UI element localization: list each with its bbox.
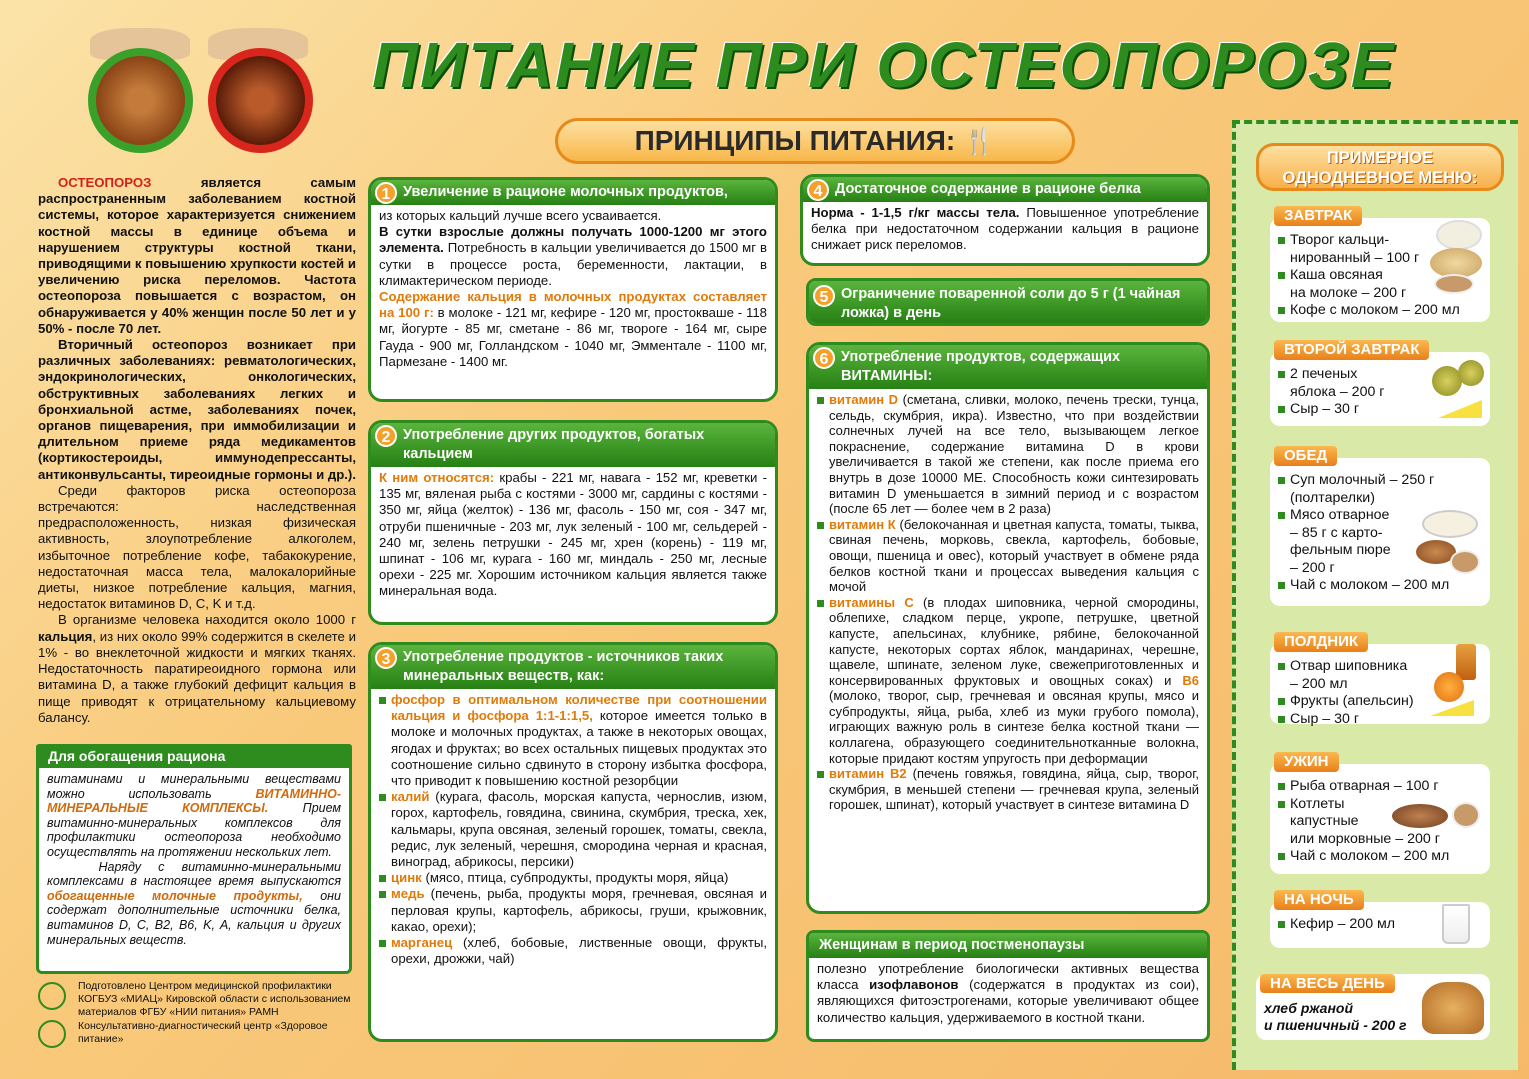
card-4-number: 4 (807, 179, 829, 201)
meal-breakfast-header: ЗАВТРАК (1274, 206, 1362, 226)
credits (38, 980, 358, 1046)
vitamin-4-text: (печень говяжья, говядина, яйца, сыр, творог, скумбрия, в меньшей степени — гречневая крупа, зеленый горошек, шпинат), который участвует в синтезе витамина D (829, 766, 1199, 813)
meal-all-day (1256, 974, 1490, 1040)
card-2-title: Употребление других продуктов, богатых кальцием (403, 427, 705, 462)
menu-title-1: ПРИМЕРНОЕ (1326, 149, 1434, 167)
intro-p2-text: Вторичный остеопороз возникает при различных заболеваниях: ревматологических, эндокринологических, онкологических, обструктивных заболеваниях легких и бронхиальной астме, заболеваниях почек, органов пищеварения, при иммобилизации и длительном приеме ряда медикаментов (кортикостероиды, иммунодепрессанты, антиконвульсанты, тиреоидные гормоны и др.). (38, 337, 356, 482)
page-title: ПИТАНИЕ ПРИ ОСТЕОПОРОЗЕ (372, 29, 1396, 101)
intro-p4-a: В организме человека находится около 1000 г (58, 612, 356, 628)
card-1-header (371, 180, 775, 205)
mineral-1-text: которое имеется только в молоке и молочных продуктах, а также в некоторых овощах, ягодах и фруктах; во всех остальных пищевых продуктах это соотношение сильно сдвинуто в сторону избытка фосфора, что приводит к повышению костной резорбции (391, 708, 767, 789)
card-2-body (371, 467, 775, 603)
list-item (379, 935, 767, 967)
postmenopause-b1: изофлавонов (869, 977, 959, 993)
list-item (379, 692, 767, 789)
tea-icon (1452, 802, 1480, 828)
card-1-l1: из которых кальций лучше всего усваивается. (379, 208, 662, 223)
list-item (379, 886, 767, 935)
card-6-title: Употребление продуктов, содержащих (841, 349, 1121, 365)
card-4-header (803, 177, 1207, 202)
meal-dinner-header: УЖИН (1274, 752, 1339, 772)
meal-lunch-header: ОБЕД (1274, 446, 1337, 466)
allday-a1: хлеб ржаной (1264, 1000, 1354, 1016)
postmenopause-body (809, 958, 1207, 1029)
mineral-list (379, 692, 767, 967)
second-a2: яблока – 200 г (1290, 383, 1385, 400)
card-1-body (371, 205, 775, 373)
baked-apple-icon (1458, 360, 1484, 386)
list-item (817, 392, 1199, 517)
card-1-title: Увеличение в рационе молочных продуктов, (403, 184, 728, 200)
card-1-b1: В сутки взрослые должны получать 1000-1200 мг этого элемента. (379, 224, 767, 256)
card-6-header (809, 345, 1207, 389)
credits-text: Подготовлено Центром медицинской профилактики КОГБУЗ «МИАЦ» Кировской области с использованием материалов ФГБУ «НИИ питания» РАМН Консультативно-диагностический центр «Здоровое питание» (78, 980, 351, 1045)
meal-snack-header: ПОЛДНИК (1274, 632, 1368, 652)
cottage-cheese-icon (1436, 220, 1482, 250)
lunch-a2: (полтарелки) (1290, 489, 1375, 506)
list-item: Рыба отварная – 100 г (1278, 778, 1484, 796)
tea-icon (1450, 550, 1480, 574)
kefir-glass-icon (1442, 904, 1470, 944)
vitamin-3b-text: (молоко, творог, сыр, гречневая и овсяная крупы, мясо и субпродукты, яйца, рыба, хлеб из муки грубого помола), играющих важную роль в синтезе белка костной ткани — коллагена, образующего соединительнотканные волокна, которые придают костям упругость при деформации (829, 688, 1199, 766)
allday-text (1264, 1000, 1407, 1034)
rosehip-drink-icon (1456, 644, 1476, 680)
cmp-logo-icon (38, 982, 66, 1010)
intro-paragraph-3: Среди факторов риска остеопороза встречаются: наследственная предрасположенность, низкая физическая активность, злоупотребление алкоголем, избыточное потребление кофе, табакокурение, недостаточная масса тела, малокалорийные диеты, низкое потребление кальция, магния, недостаток витаминов D, C, K и т.д. (38, 482, 356, 612)
card-3-header (371, 645, 775, 689)
lunch-b1: Мясо отварное (1290, 507, 1390, 523)
mineral-2-name: калий (391, 789, 430, 805)
enrich-b: ВИТАМИННО-МИНЕРАЛЬНЫЕ КОМПЛЕКСЫ. (47, 786, 341, 816)
enrich-c: Прием витаминно-минеральных комплексов для профилактики остеопороза необходимо осуществлять на протяжении нескольких лет. (47, 801, 341, 859)
bone-illustration (78, 28, 318, 153)
postmenopause-l2: (содержатся в продуктах из сои), являющихся фитоэстрогенами, которые увеличивают общее количество кальция, удерживаемого в костной ткани. (817, 977, 1199, 1025)
list-item: Фрукты (апельсин) (1278, 693, 1484, 711)
allday-a2: и пшеничный - 200 г (1264, 1017, 1407, 1033)
mineral-3-name: цинк (391, 870, 422, 886)
lunch-b2: – 85 г с карто- (1290, 524, 1383, 541)
vitamin-2-text: (белокочанная и цветная капуста, томаты, тыква, свиная печень, морковь, свекла, картофель, бобовые, овощи, пшеница и овес), который участвует в обмене ряда белков костной ткани и процессах выведения кальция с мочой (829, 516, 1199, 595)
principles-title (555, 118, 1075, 164)
bread-icon (1422, 982, 1484, 1034)
dinner-b3: или морковные – 200 г (1290, 830, 1440, 847)
vitamin-3-text: (в плодах шиповника, черной смородины, облепихе, сладком перце, укропе, петрушке, цветной капусте, апельсинах, клубнике, рябине, белокочанной капусте, некоторых сортах яблок, мандаринах, черешне, щавеле, шпинате, зеленом луке, свежеприготовленных и консервированных фруктовых и овощных соках) и (829, 594, 1199, 688)
enrich-box (36, 744, 352, 974)
list-item (817, 595, 1199, 767)
vitamin-list (817, 392, 1199, 813)
enrich-body (39, 770, 349, 949)
list-item: Сыр – 30 г (1278, 711, 1484, 729)
card-3-number: 3 (375, 647, 397, 669)
second-a1: 2 печеных (1290, 366, 1358, 382)
postmenopause-card (806, 930, 1210, 1042)
intro-p1-text: является самым распространенным заболеванием костной системы, которое характеризуется снижением костной массы в единице объема и нарушением структуры костной ткани, приводящими к повышению хрупкости костей и увеличению риска переломов. Частота остеопороза повышается с возрастом, он обнаруживается у 40% женщин после 50 лет и у 50% - после 70 лет. (38, 175, 356, 336)
enrich-header: Для обогащения рациона (36, 744, 352, 768)
lunch-a1: Суп молочный – 250 г (1290, 472, 1435, 488)
card-3-title: Употребление продуктов - источников таких минеральных веществ, как: (403, 649, 724, 684)
snack-a1: Отвар шиповника (1290, 658, 1408, 674)
meal-dinner (1270, 753, 1490, 874)
card-4-l1: Повышенное употребление белка при недостаточном содержании кальция в рационе снижает риск переломов. (811, 205, 1199, 253)
snack-a2: – 200 мл (1290, 675, 1348, 692)
fork-knife-icon: 🍴 (963, 126, 996, 156)
nii-logo-icon (38, 1020, 66, 1048)
principle-card-5 (806, 278, 1210, 326)
intro-paragraph-2 (38, 337, 356, 483)
principle-card-6 (806, 342, 1210, 914)
card-3-body (371, 689, 775, 970)
mineral-2-text: (курага, фасоль, морская капуста, чернослив, изюм, горох, картофель, говядина, свинина, скумбрия, треска, хек, кальмары, крупа овсяная, зеленый горошек, томаты, свекла, редис, лук зеленый, черешня, смородина черная и красная, виноград, абрикосы, персики) (391, 789, 767, 870)
card-4-title: Достаточное содержание в рационе белка (835, 181, 1141, 197)
card-5-number: 5 (813, 285, 835, 307)
menu-title (1256, 143, 1504, 191)
principle-card-3 (368, 642, 778, 1042)
principles-title-text: ПРИНЦИПЫ ПИТАНИЯ: (634, 125, 956, 156)
principle-card-2 (368, 420, 778, 625)
enrich-e: обогащенные молочные продукты, (47, 888, 303, 903)
meal-breakfast (1270, 207, 1490, 322)
healthy-bone-icon (88, 48, 193, 153)
vitamin-3b-name: В6 (1182, 672, 1199, 688)
menu-title-2: ОДНОДНЕВНОЕ МЕНЮ: (1282, 169, 1478, 187)
enrich-d: Наряду с витаминно-минеральными комплексами в настоящее время выпускаются (47, 859, 341, 889)
breakfast-b2: на молоке – 200 г (1290, 284, 1407, 301)
list-item: Чай с молоком – 200 мл (1278, 577, 1484, 595)
mineral-4-name: медь (391, 886, 425, 902)
meal-second-breakfast (1270, 341, 1490, 426)
enrich-a: витаминами и минеральными веществами можно использовать (47, 772, 341, 801)
list-item (379, 870, 767, 886)
meal-snack (1270, 633, 1490, 727)
intro-paragraph-1 (38, 175, 356, 337)
lunch-b3: фельным пюре (1290, 542, 1391, 558)
meal-lunch (1270, 447, 1490, 606)
card-2-o1: К ним относятся: (379, 470, 495, 485)
meal-night (1270, 891, 1490, 948)
meal-second-header: ВТОРОЙ ЗАВТРАК (1274, 340, 1429, 360)
mineral-1-name: фосфор в оптимальном количестве при соотношении кальция и фосфора 1:1-1:1,5, (391, 692, 767, 724)
card-4-b1: Норма - 1-1,5 г/кг массы тела. (811, 205, 1020, 220)
card-2-number: 2 (375, 425, 397, 447)
vitamin-4-name: витамин В2 (829, 766, 907, 782)
intro-p4-c: , из них около 99% содержится в скелете и 1% - во внеклеточной жидкости и мягких тканях. Недостаточность паратиреоидного гормона или витамина D, а также глубокий дефицит кальция в пище приводят к отрицательному кальциевому балансу. (38, 628, 356, 725)
vitamin-1-text: (сметана, сливки, молоко, печень трески, тунца, сельдь, скумбрия, икра). Известно, что при воздействии солнечных лучей на все тело, вызывающем легкое покраснение, содержание витамина D в крови увеличивается в такой же степени, как после приема его внутрь в дозе 10000 МЕ. Способность кожи синтезировать витамин D уменьшается в зимний период и с возрастом (после 65 лет — более чем в 2 раза) (829, 392, 1199, 517)
list-item (817, 766, 1199, 813)
breakfast-a2: нированный – 100 г (1290, 249, 1420, 266)
intro-paragraph-4 (38, 612, 356, 725)
milk-soup-icon (1422, 510, 1478, 538)
postmenopause-l1: полезно употребление биологически активных вещества класса (817, 961, 1199, 993)
intro-term: ОСТЕОПОРОЗ (58, 175, 152, 190)
principle-card-4 (800, 174, 1210, 266)
card-2-l1: крабы - 221 мг, навага - 152 мг, креветки - 135 мг, вяленая рыба с костями - 3000 мг, сардины с костями - 350 мг, яйца (желток) - 136 мг, фасоль - 150 мг, соя - 347 мг, отруби пшеничные - 203 мг, лук зеленый - 100 мг, сельдерей - 240 мг, зелень петрушки - 245 мг, хрен (корень) - 119 мг, шпинат - 106 мг, курага - 160 мг, миндаль - 250 мг, лесные орехи - 225 мг. Хорошим источником кальция является также минеральная вода. (379, 470, 767, 599)
mineral-3-text: (мясо, птица, субпродукты, продукты моря, яйца) (421, 870, 729, 886)
mineral-5-name: марганец (391, 935, 453, 951)
card-1-o1: Содержание кальция в молочных продуктах составляет на 100 г: (379, 289, 767, 321)
breakfast-a1: Творог кальци- (1290, 232, 1390, 248)
list-item: Сыр – 30 г (1278, 401, 1484, 419)
cutlets-icon (1392, 804, 1448, 828)
osteoporotic-bone-icon (208, 48, 313, 153)
intro-p4-b: кальция (38, 628, 93, 644)
enrich-f: они содержат дополнительные источники белка, витаминов D, C, B2, B6, K, A, кальция и других минеральных веществ. (47, 888, 341, 947)
list-item (1278, 472, 1484, 507)
vitamin-2-name: витамин К (829, 516, 896, 532)
card-1-number: 1 (375, 182, 397, 204)
card-1-l2: Потребность в кальции увеличивается до 1500 мг в сутки в процессе роста, беременности, лактации, в климактерическом периоде. (379, 240, 767, 288)
orange-icon (1434, 672, 1464, 702)
vitamin-3-name: витамины С (829, 594, 914, 610)
vitamin-1-name: витамин D (829, 392, 899, 407)
coffee-icon (1434, 274, 1474, 294)
lunch-b4: – 200 г (1290, 559, 1335, 576)
list-item: Кофе с молоком – 200 мл (1278, 302, 1484, 320)
intro-text (38, 175, 356, 726)
card-6-title-2: ВИТАМИНЫ: (841, 368, 933, 384)
dinner-b2: капустные (1290, 813, 1359, 829)
card-5-header (809, 281, 1207, 323)
meal-allday-header: НА ВЕСЬ ДЕНЬ (1260, 974, 1395, 993)
list-item (817, 517, 1199, 595)
breakfast-b1: Каша овсяная (1290, 267, 1383, 283)
mineral-5-text: (хлеб, бобовые, лиственные овощи, фрукты, орехи, дрожжи, чай) (391, 935, 767, 967)
mineral-4-text: (печень, рыба, продукты моря, гречневая, овсяная и перловая крупы, картофель, абрикосы, груши, крыжовник, какао, орехи); (391, 886, 767, 934)
card-6-number: 6 (813, 347, 835, 369)
principle-card-1 (368, 177, 778, 402)
postmenopause-header: Женщинам в период постменопаузы (809, 933, 1207, 958)
card-4-body (803, 202, 1207, 257)
dinner-b1: Котлеты (1290, 795, 1345, 812)
card-6-body (809, 389, 1207, 816)
list-item: Кефир – 200 мл (1278, 916, 1484, 934)
meal-night-header: НА НОЧЬ (1274, 890, 1364, 910)
list-item: Чай с молоком – 200 мл (1278, 848, 1484, 866)
list-item (379, 789, 767, 870)
card-5-title: Ограничение поваренной соли до 5 г (1 чайная ложка) в день (841, 286, 1181, 321)
card-2-header (371, 423, 775, 467)
card-1-l3: в молоке - 121 мг, кефире - 120 мг, простокваше - 118 мг, йогурте - 85 мг, сметане - 86 мг, твороге - 164 мг, сыре Гауда - 900 мг, Голландском - 1040 мг, Эмментале - 1100 мг, Пармезане - 1400 мг. (379, 305, 768, 369)
